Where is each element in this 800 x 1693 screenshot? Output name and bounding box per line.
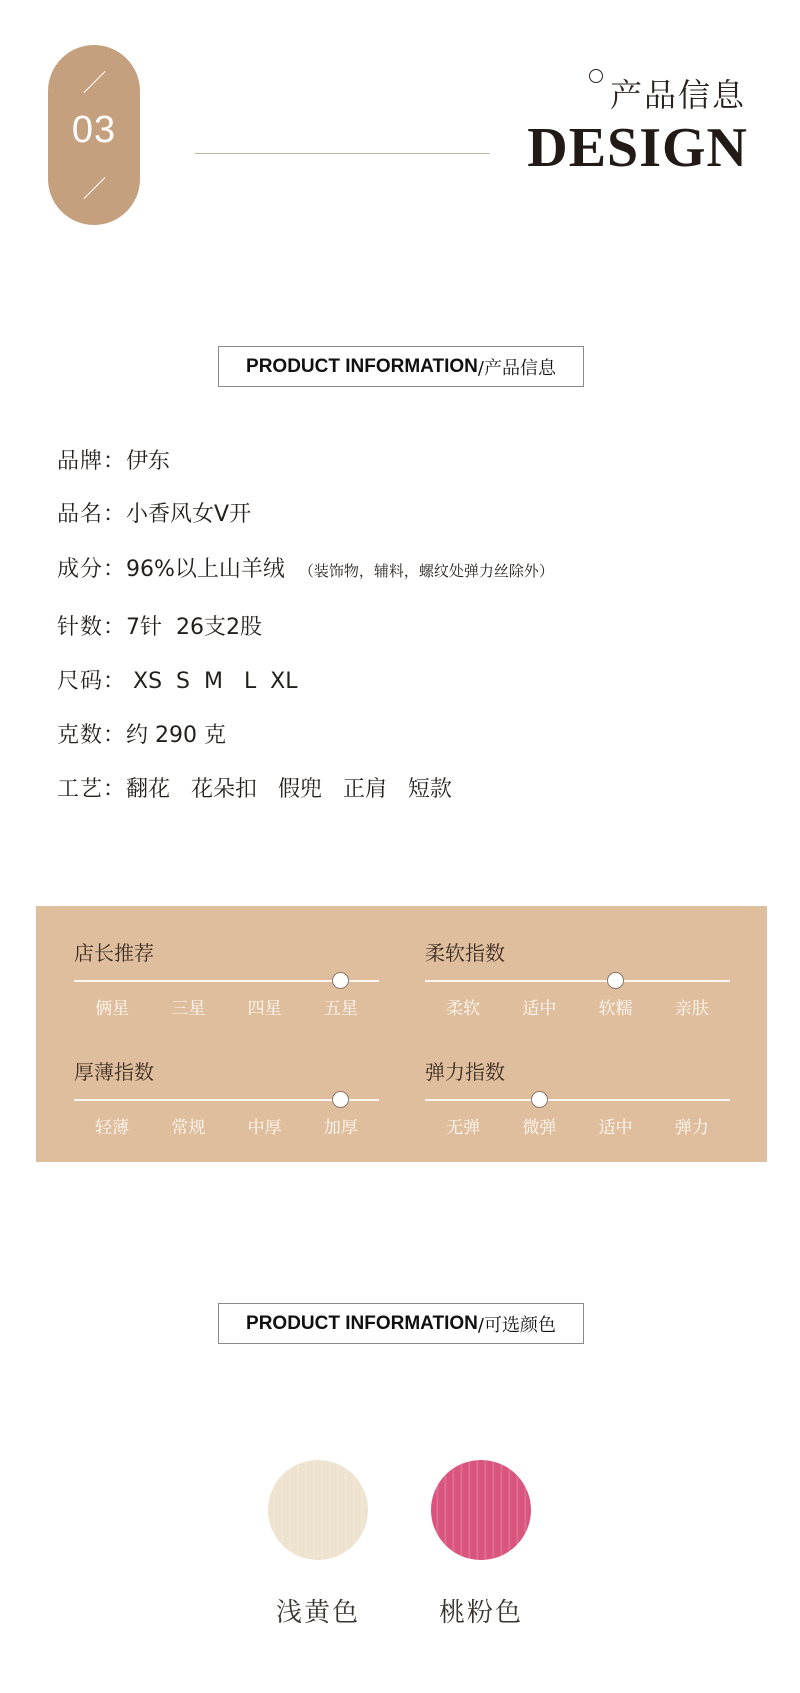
info-label: 品牌： [57, 449, 127, 474]
info-weight [57, 718, 226, 749]
info-value: 约 290 克 [126, 723, 226, 748]
metric-tick: 四星 [247, 999, 282, 1019]
section-label-en: PRODUCT INFORMATION [246, 355, 478, 377]
info-value: 96%以上山羊绒 [126, 557, 285, 582]
section-label-cn: /产品信息 [477, 357, 556, 379]
info-value: 伊东 [126, 449, 171, 474]
metric-tick: 亲肤 [674, 999, 709, 1019]
metric-track [425, 980, 730, 982]
section-number: 03 [71, 109, 117, 151]
info-product-name [57, 497, 251, 528]
section-label-en: PRODUCT INFORMATION [246, 1312, 478, 1334]
metric-tick: 适中 [522, 999, 557, 1019]
metric-thickness [74, 1056, 379, 1138]
info-composition [57, 552, 554, 583]
info-label: 尺码： [57, 669, 127, 694]
metric-tick: 三星 [171, 999, 206, 1019]
metric-tick: 无弹 [446, 1118, 481, 1138]
metrics-panel [36, 906, 767, 1162]
info-value: 小香风女V开 [126, 502, 252, 527]
metric-knob [531, 1091, 548, 1108]
metric-track [425, 1099, 730, 1101]
info-value: XS S M L XL [126, 669, 298, 694]
header-cn-title: 产品信息 [610, 76, 747, 114]
metric-ticks [425, 1113, 730, 1138]
badge-slash-bottom [84, 177, 106, 199]
metric-ticks [74, 994, 379, 1019]
header-en-title: DESIGN [527, 117, 748, 179]
metric-tick: 适中 [598, 1118, 633, 1138]
metric-tick: 加厚 [323, 1118, 358, 1138]
metric-title: 店长推荐 [74, 941, 154, 965]
info-sizes [57, 664, 298, 695]
metric-tick: 柔软 [446, 999, 481, 1019]
metric-tick: 微弹 [522, 1118, 557, 1138]
info-craft [57, 772, 452, 803]
header-divider [195, 153, 490, 154]
metric-title: 柔软指数 [425, 941, 505, 965]
info-label: 品名： [57, 502, 127, 527]
metric-ticks [74, 1113, 379, 1138]
info-value: 翻花 花朵扣 假兜 正肩 短款 [126, 777, 452, 802]
section-label-product-info [218, 346, 584, 387]
metric-ticks [425, 994, 730, 1019]
badge-slash-top [84, 71, 106, 93]
metric-knob [607, 972, 624, 989]
metric-tick: 五星 [323, 999, 358, 1019]
metric-tick: 中厚 [247, 1118, 282, 1138]
metric-tick: 常规 [171, 1118, 206, 1138]
info-value: 7针 26支2股 [126, 615, 262, 640]
info-label: 成分： [57, 557, 127, 582]
metric-title: 弹力指数 [425, 1060, 505, 1084]
metric-tick: 软糯 [598, 999, 633, 1019]
section-label-colors [218, 1303, 584, 1344]
metric-title: 厚薄指数 [74, 1060, 154, 1084]
metric-recommendation [74, 937, 379, 1019]
circle-icon [589, 69, 603, 83]
metric-tick: 俩星 [95, 999, 130, 1019]
section-label-cn: /可选颜色 [477, 1314, 556, 1336]
info-label: 针数： [57, 615, 127, 640]
section-number-badge [48, 45, 140, 225]
color-swatch-peach-pink[interactable] [431, 1460, 531, 1560]
color-label: 浅黄色 [275, 1598, 360, 1628]
info-label: 工艺： [57, 777, 127, 802]
metric-elasticity [425, 1056, 730, 1138]
metric-tick: 弹力 [674, 1118, 709, 1138]
info-label: 克数： [57, 723, 127, 748]
metric-knob [332, 972, 349, 989]
info-brand [57, 444, 170, 475]
metric-softness [425, 937, 730, 1019]
info-note: （装饰物，辅料，螺纹处弹力丝除外） [298, 562, 554, 580]
metric-tick: 轻薄 [95, 1118, 130, 1138]
info-gauge [57, 610, 262, 641]
metric-knob [332, 1091, 349, 1108]
color-swatch-light-yellow[interactable] [268, 1460, 368, 1560]
color-label: 桃粉色 [438, 1598, 523, 1628]
